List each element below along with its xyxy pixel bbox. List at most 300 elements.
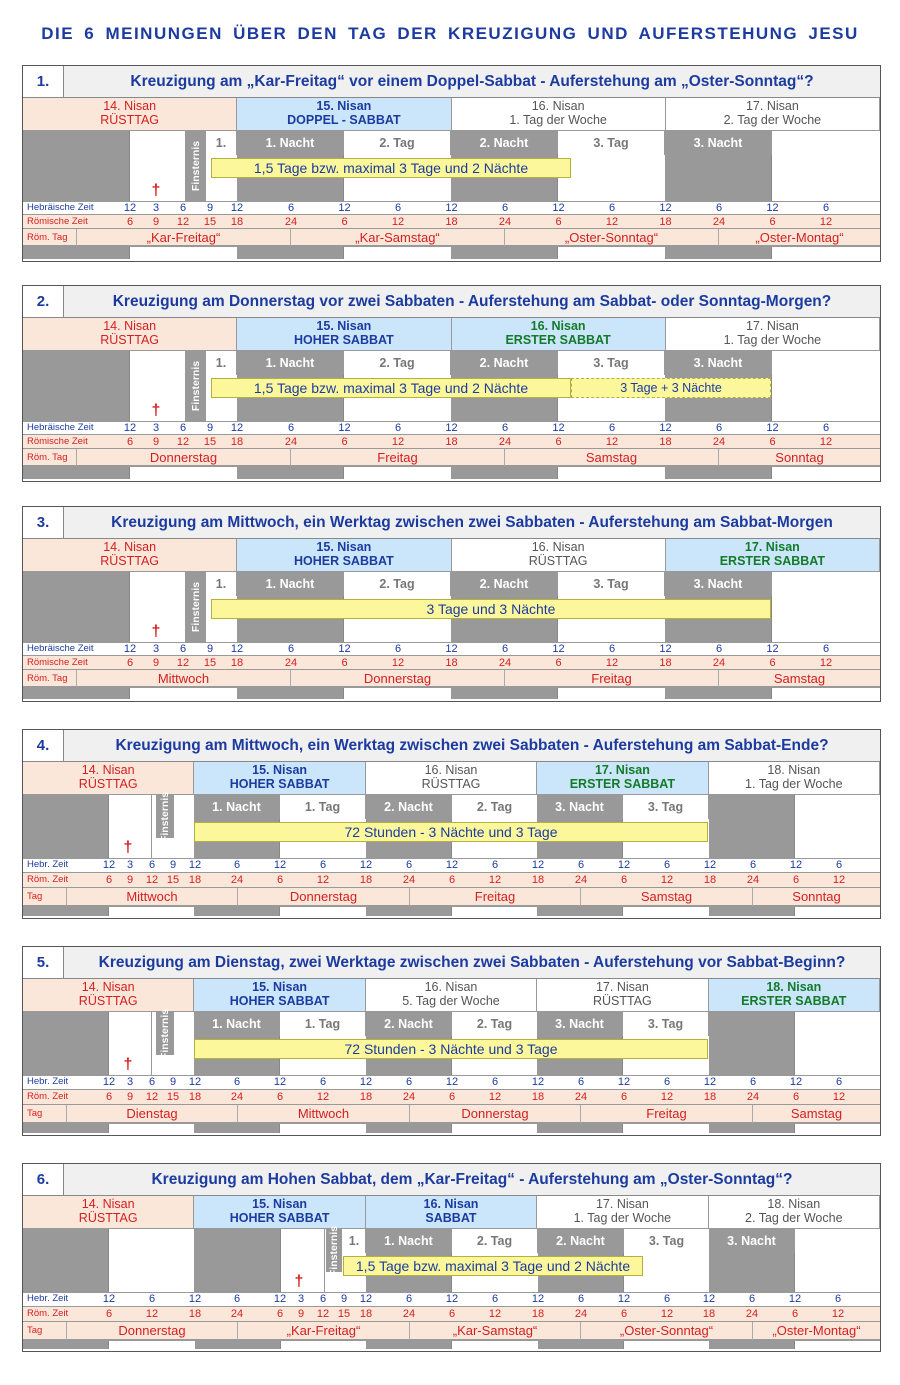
hebrew-hour: 6: [749, 1076, 757, 1088]
hebrew-hour: 6: [394, 202, 402, 214]
time-segment: 2. Nacht: [366, 1012, 452, 1036]
day-type: 1. Tag der Woche: [509, 113, 607, 127]
time-segment: 3. Tag: [623, 1012, 709, 1036]
day-type: RÜSTTAG: [100, 554, 160, 568]
roman-day-name: Donnerstag: [237, 888, 409, 906]
day-date: 16. Nisan: [424, 763, 478, 777]
roman-hour: 18: [659, 436, 672, 448]
day-date: 18. Nisan: [767, 1197, 821, 1211]
roman-hour: 15: [203, 657, 217, 669]
roman-hour: 6: [791, 1308, 799, 1320]
day-header: [237, 539, 451, 572]
hebrew-hour: 12: [359, 1293, 373, 1305]
day-date: 16. Nisan: [531, 540, 585, 554]
roman-day-name: Mittwoch: [237, 1105, 409, 1123]
roman-hour: 18: [359, 1308, 373, 1320]
day-type: HOHER SABBAT: [229, 994, 330, 1008]
roman-day-label: Röm. Tag: [27, 232, 68, 243]
hebrew-hour: 12: [123, 202, 137, 214]
day-date: 17. Nisan: [744, 540, 800, 554]
finsternis-text: Finsternis: [190, 581, 202, 633]
time-segment: 2. Nacht: [451, 351, 558, 375]
night-block: [23, 131, 130, 201]
roman-hour: 24: [498, 216, 512, 228]
hebrew-hour: 3: [126, 859, 134, 871]
day-type: ERSTER SABBAT: [505, 333, 611, 347]
panel-number: 5.: [23, 947, 64, 979]
hebrew-hour: 12: [531, 1293, 545, 1305]
roman-day-name: „Oster-Sonntag“: [504, 229, 718, 246]
roman-hour: 24: [746, 874, 760, 886]
hebrew-hour: 12: [273, 1076, 287, 1088]
hebrew-hour: 6: [319, 1076, 327, 1088]
hebrew-hour: 12: [338, 643, 351, 655]
hebrew-hour: 12: [445, 1076, 459, 1088]
hebrew-hour: 12: [338, 202, 351, 214]
night-block-final: [709, 1012, 795, 1075]
day-header: [194, 979, 365, 1012]
roman-hour: 12: [831, 1308, 845, 1320]
roman-hour: 6: [769, 216, 776, 228]
day-date: 17. Nisan: [745, 99, 799, 113]
hebrew-hour: 12: [552, 202, 565, 214]
panel-number: 6.: [23, 1164, 64, 1196]
hebrew-time-label: Hebr. Zeit: [27, 1076, 69, 1087]
hebrew-hour: 6: [577, 859, 585, 871]
hebrew-hour: 9: [206, 643, 214, 655]
time-segment: 3. Nacht: [709, 1229, 795, 1253]
roman-hour: 12: [176, 216, 190, 228]
roman-hour: 15: [203, 436, 217, 448]
hebrew-hour: 12: [102, 1076, 116, 1088]
roman-hour: 6: [276, 1091, 284, 1103]
roman-hour: 24: [745, 1308, 759, 1320]
strip-border: [23, 466, 880, 479]
day-date: 15. Nisan: [252, 1197, 308, 1211]
roman-hour: 18: [359, 1091, 373, 1103]
roman-hour: 6: [105, 874, 113, 886]
day-type: RÜSTTAG: [528, 554, 588, 568]
night-block: [23, 795, 109, 858]
roman-day-label: Röm. Tag: [27, 673, 68, 684]
roman-hour: 12: [605, 657, 619, 669]
hebrew-hour: 6: [748, 1293, 756, 1305]
roman-hour: 15: [203, 216, 217, 228]
roman-hour: 6: [620, 1308, 628, 1320]
roman-hour: 12: [819, 216, 833, 228]
hebrew-hour: 6: [233, 859, 241, 871]
hebrew-hour: 12: [445, 643, 458, 655]
hebrew-hour: 6: [179, 202, 187, 214]
roman-hour: 18: [230, 657, 244, 669]
roman-day-name: Donnerstag: [409, 1105, 580, 1123]
day-date: 16. Nisan: [424, 980, 478, 994]
roman-hour: 12: [832, 874, 846, 886]
day-date: 14. Nisan: [81, 763, 135, 777]
finsternis-label: [186, 131, 206, 201]
roman-hour: 6: [126, 657, 134, 669]
roman-hour: 12: [391, 657, 405, 669]
crucifixion-cross-icon: †: [151, 182, 161, 199]
roman-hour: 24: [284, 216, 298, 228]
hebrew-hour: 12: [617, 1076, 631, 1088]
day-date: 15. Nisan: [316, 99, 372, 113]
night-block-lower: [665, 155, 772, 201]
hebrew-hour: 12: [766, 422, 779, 434]
time-segment: 2. Tag: [344, 351, 451, 375]
roman-hour: 12: [488, 1308, 502, 1320]
day-type: HOHER SABBAT: [229, 777, 330, 791]
duration-bar: 1,5 Tage bzw. maximal 3 Tage und 2 Nächte: [211, 378, 571, 398]
day-header: [237, 318, 451, 351]
day-date: 17. Nisan: [595, 1197, 649, 1211]
day-type: ERSTER SABBAT: [741, 994, 847, 1008]
page-title: DIE 6 MEINUNGEN ÜBER DEN TAG DER KREUZIGUNG UND AUFERSTEHUNG JESU: [41, 24, 859, 43]
hebrew-hour: 6: [822, 643, 830, 655]
hebrew-hour: 6: [405, 1076, 413, 1088]
time-segment: 3. Tag: [558, 572, 665, 596]
hebrew-hour: 12: [552, 643, 565, 655]
roman-hour: 15: [166, 874, 180, 886]
day-date: 16. Nisan: [530, 319, 586, 333]
hebrew-hour: 6: [577, 1293, 585, 1305]
day-type: 1. Tag der Woche: [745, 777, 843, 791]
finsternis-label: [186, 351, 206, 421]
hebrew-hour: 12: [531, 859, 545, 871]
hebrew-hour: 6: [405, 1293, 413, 1305]
day-date: 18. Nisan: [767, 763, 821, 777]
roman-hour: 9: [152, 657, 160, 669]
roman-hour: 6: [620, 1091, 628, 1103]
panel-title: Kreuzigung am Dienstag, zwei Werktage zwischen zwei Sabbaten - Auferstehung vor Sabbat-Beginn?: [64, 947, 880, 979]
day-header: [452, 539, 666, 572]
day-header: [23, 979, 194, 1012]
time-segment: 1. Nacht: [237, 572, 344, 596]
roman-time-label: Röm. Zeit: [27, 874, 69, 885]
hebrew-hour: 12: [703, 859, 717, 871]
day-date: 14. Nisan: [103, 319, 157, 333]
time-segment: 2. Tag: [452, 1229, 538, 1253]
hebrew-hour: 6: [394, 422, 402, 434]
diagram-panel: [22, 285, 881, 482]
time-segment: 1.: [206, 131, 237, 155]
day-type: RÜSTTAG: [78, 1211, 138, 1225]
crucifixion-cross-icon: †: [151, 402, 161, 419]
day-header: [666, 318, 880, 351]
hebrew-hour: 6: [287, 643, 295, 655]
day-header: [452, 98, 666, 131]
roman-hour: 6: [792, 1091, 800, 1103]
hebrew-hour: 12: [702, 1293, 716, 1305]
hebrew-hour: 12: [659, 422, 672, 434]
crucifixion-cross-icon: †: [123, 1056, 133, 1073]
night-block: [23, 351, 130, 421]
time-segment: 1. Nacht: [237, 131, 344, 155]
day-type: 1. Tag der Woche: [573, 1211, 672, 1225]
hebrew-hour: 6: [491, 1293, 499, 1305]
hebrew-hour: 12: [617, 859, 631, 871]
hebrew-hour: 12: [230, 202, 244, 214]
roman-day-name: Samstag: [752, 1105, 880, 1123]
strip-border: [23, 1123, 880, 1133]
roman-hour: 12: [391, 436, 405, 448]
hebrew-hour: 12: [766, 643, 779, 655]
time-segment: 2. Nacht: [538, 1229, 624, 1253]
roman-time-label: Römische Zeit: [27, 657, 88, 668]
day-date: 15. Nisan: [252, 763, 308, 777]
roman-hour: 24: [402, 1308, 416, 1320]
day-type: HOHER SABBAT: [293, 554, 394, 568]
hebrew-hour: 9: [340, 1293, 348, 1305]
night-block-final: [709, 795, 795, 858]
hebrew-hour: 12: [188, 1293, 202, 1305]
day-header: [194, 762, 365, 795]
hebrew-hour: 12: [789, 859, 803, 871]
panel-title: Kreuzigung am Donnerstag vor zwei Sabbaten - Auferstehung am Sabbat- oder Sonntag-Morgen?: [64, 286, 880, 318]
hebrew-hour: 12: [102, 1293, 116, 1305]
roman-hour: 6: [276, 874, 284, 886]
finsternis-label: [326, 1225, 342, 1276]
roman-hour: 6: [105, 1308, 113, 1320]
roman-hour: 6: [448, 874, 456, 886]
day-date: 17. Nisan: [595, 980, 649, 994]
hebrew-hour: 12: [359, 859, 373, 871]
hebrew-hour: 6: [501, 643, 509, 655]
hebrew-hour: 12: [188, 1076, 202, 1088]
roman-day-name: Sonntag: [718, 449, 880, 466]
roman-day-name: Sonntag: [752, 888, 880, 906]
day-type: 1. Tag der Woche: [723, 333, 822, 347]
panel-number: 1.: [23, 66, 64, 98]
time-segment: 3. Nacht: [665, 572, 772, 596]
time-segment: 3. Nacht: [665, 131, 772, 155]
roman-day-name: Dienstag: [66, 1105, 237, 1123]
roman-hour: 12: [391, 216, 405, 228]
duration-bar-alt: 3 Tage + 3 Nächte: [571, 378, 771, 398]
roman-day-label: Tag: [27, 1325, 43, 1336]
time-segment: 2. Nacht: [366, 795, 452, 819]
roman-hour: 6: [448, 1091, 456, 1103]
time-segment: 1. Nacht: [194, 795, 280, 819]
roman-hour: 6: [126, 216, 134, 228]
hebrew-hour: 6: [491, 1076, 499, 1088]
day-date: 14. Nisan: [103, 540, 157, 554]
roman-day-name: „Kar-Samstag“: [290, 229, 504, 246]
roman-time-label: Röm. Zeit: [27, 1091, 69, 1102]
duration-bar: 72 Stunden - 3 Nächte und 3 Tage: [194, 822, 708, 842]
hebrew-time-label: Hebr. Zeit: [27, 1293, 69, 1304]
roman-hour: 12: [819, 436, 833, 448]
day-date: 17. Nisan: [745, 319, 799, 333]
roman-hour: 15: [166, 1091, 180, 1103]
time-segment: 3. Nacht: [537, 795, 623, 819]
roman-hour: 12: [660, 874, 674, 886]
roman-hour: 18: [188, 1091, 202, 1103]
day-date: 15. Nisan: [316, 319, 372, 333]
hebrew-hour: 6: [577, 1076, 585, 1088]
roman-hour: 24: [498, 657, 512, 669]
duration-bar: 1,5 Tage bzw. maximal 3 Tage und 2 Nächte: [211, 158, 571, 178]
hebrew-time-label: Hebräische Zeit: [27, 422, 94, 433]
day-header: [194, 1196, 365, 1229]
finsternis-label: [156, 1008, 174, 1059]
roman-hour: 6: [555, 436, 562, 448]
roman-day-name: Freitag: [409, 888, 580, 906]
roman-hour: 6: [341, 436, 348, 448]
day-header: [237, 98, 451, 131]
hebrew-hour: 3: [152, 202, 160, 214]
duration-bar: 1,5 Tage bzw. maximal 3 Tage und 2 Nächte: [343, 1256, 643, 1276]
roman-hour: 24: [284, 657, 298, 669]
roman-hour: 24: [746, 1091, 760, 1103]
roman-hour: 12: [605, 436, 619, 448]
hebrew-hour: 6: [608, 202, 616, 214]
time-segment: 3. Tag: [623, 795, 709, 819]
hebrew-time-label: Hebräische Zeit: [27, 202, 94, 213]
day-type: RÜSTTAG: [78, 994, 138, 1008]
time-segment: 3. Nacht: [537, 1012, 623, 1036]
roman-hour: 6: [769, 436, 776, 448]
roman-hour: 9: [152, 216, 160, 228]
day-type: RÜSTTAG: [78, 777, 138, 791]
hebrew-hour: 6: [233, 1076, 241, 1088]
diagram-panel: [22, 946, 881, 1136]
hebrew-hour: 6: [835, 1076, 843, 1088]
roman-day-name: „Oster-Sonntag“: [580, 1322, 752, 1340]
hebrew-hour: 3: [152, 422, 160, 434]
hebrew-hour: 3: [126, 1076, 134, 1088]
strip-border: [23, 906, 880, 916]
roman-hour: 6: [276, 1308, 284, 1320]
strip-border: [23, 246, 880, 259]
hebrew-hour: 6: [834, 1293, 842, 1305]
day-type: 5. Tag der Woche: [402, 994, 500, 1008]
day-date: 14. Nisan: [81, 1197, 135, 1211]
roman-hour: 18: [702, 1308, 716, 1320]
hebrew-hour: 6: [822, 422, 830, 434]
time-segment: 1.: [343, 1229, 366, 1253]
roman-hour: 12: [819, 657, 833, 669]
roman-hour: 24: [712, 216, 726, 228]
roman-hour: 6: [448, 1308, 456, 1320]
roman-hour: 18: [531, 1091, 545, 1103]
hebrew-hour: 12: [788, 1293, 802, 1305]
roman-hour: 12: [176, 657, 190, 669]
diagram-panel: [22, 65, 881, 262]
time-segment: 1. Tag: [280, 1012, 366, 1036]
hebrew-hour: 6: [148, 859, 156, 871]
hebrew-hour: 12: [273, 859, 287, 871]
time-segment: 3. Tag: [624, 1229, 710, 1253]
day-header: [709, 762, 880, 795]
day-type: 2. Tag der Woche: [723, 113, 822, 127]
hebrew-hour: 6: [608, 643, 616, 655]
roman-hour: 6: [126, 436, 134, 448]
hebrew-hour: 12: [445, 859, 459, 871]
roman-hour: 18: [188, 874, 202, 886]
day-header: [23, 1196, 194, 1229]
hebrew-hour: 12: [789, 1076, 803, 1088]
panel-number: 4.: [23, 730, 64, 762]
day-header: [366, 979, 537, 1012]
crucifixion-cross-icon: †: [123, 839, 133, 856]
day-date: 16. Nisan: [531, 99, 585, 113]
duration-bar: 3 Tage und 3 Nächte: [211, 599, 771, 619]
roman-time-label: Röm. Zeit: [27, 1308, 69, 1319]
hebrew-hour: 6: [179, 643, 187, 655]
night-block: [23, 1012, 109, 1075]
hebrew-hour: 6: [501, 202, 509, 214]
roman-hour: 6: [620, 874, 628, 886]
roman-day-name: „Kar-Freitag“: [237, 1322, 409, 1340]
time-segment: 1. Nacht: [366, 1229, 452, 1253]
roman-hour: 6: [792, 874, 800, 886]
roman-day-name: Mittwoch: [66, 888, 237, 906]
finsternis-text: Finsternis: [190, 360, 202, 412]
night-block: [23, 1229, 109, 1292]
hebrew-hour: 6: [148, 1293, 156, 1305]
roman-day-name: „Oster-Montag“: [718, 229, 880, 246]
hebrew-hour: 9: [169, 859, 177, 871]
day-header: [23, 762, 194, 795]
roman-hour: 9: [126, 1091, 134, 1103]
hebrew-hour: 9: [206, 202, 214, 214]
diagram-panel: [22, 506, 881, 702]
roman-hour: 12: [176, 436, 190, 448]
time-segment: 1. Nacht: [194, 1012, 280, 1036]
day-header: [452, 318, 666, 351]
day-type: HOHER SABBAT: [229, 1211, 330, 1225]
day-type: 2. Tag der Woche: [745, 1211, 843, 1225]
roman-hour: 24: [402, 874, 416, 886]
roman-hour: 24: [574, 874, 588, 886]
day-date: 17. Nisan: [594, 763, 650, 777]
hebrew-hour: 6: [148, 1076, 156, 1088]
day-header: [666, 539, 880, 572]
time-segment: 3. Tag: [558, 131, 665, 155]
hebrew-hour: 6: [405, 859, 413, 871]
hebrew-hour: 6: [822, 202, 830, 214]
hebrew-hour: 6: [287, 202, 295, 214]
strip-border: [23, 1340, 880, 1349]
hebrew-hour: 12: [617, 1293, 631, 1305]
roman-hour: 18: [659, 216, 672, 228]
roman-hour: 18: [531, 874, 545, 886]
finsternis-label: [186, 572, 206, 642]
hebrew-hour: 12: [230, 643, 244, 655]
day-type: RÜSTTAG: [592, 994, 652, 1008]
panel-title: Kreuzigung am Mittwoch, ein Werktag zwischen zwei Sabbaten - Auferstehung am Sabbat-Morgen: [64, 507, 880, 539]
hebrew-hour: 12: [445, 1293, 459, 1305]
roman-hour: 12: [316, 1091, 330, 1103]
roman-hour: 24: [498, 436, 512, 448]
time-segment: 1.: [206, 572, 237, 596]
day-header: [537, 762, 708, 795]
roman-hour: 12: [145, 874, 159, 886]
day-header: [709, 1196, 880, 1229]
diagram-panel: [22, 729, 881, 919]
hebrew-hour: 6: [749, 859, 757, 871]
roman-day-name: Freitag: [290, 449, 504, 466]
roman-hour: 12: [316, 874, 330, 886]
roman-day-name: Donnerstag: [76, 449, 290, 466]
roman-hour: 18: [445, 657, 458, 669]
hebrew-hour: 12: [659, 202, 672, 214]
duration-bar: 72 Stunden - 3 Nächte und 3 Tage: [194, 1039, 708, 1059]
roman-hour: 24: [712, 436, 726, 448]
roman-hour: 18: [230, 436, 244, 448]
day-header: [666, 98, 880, 131]
